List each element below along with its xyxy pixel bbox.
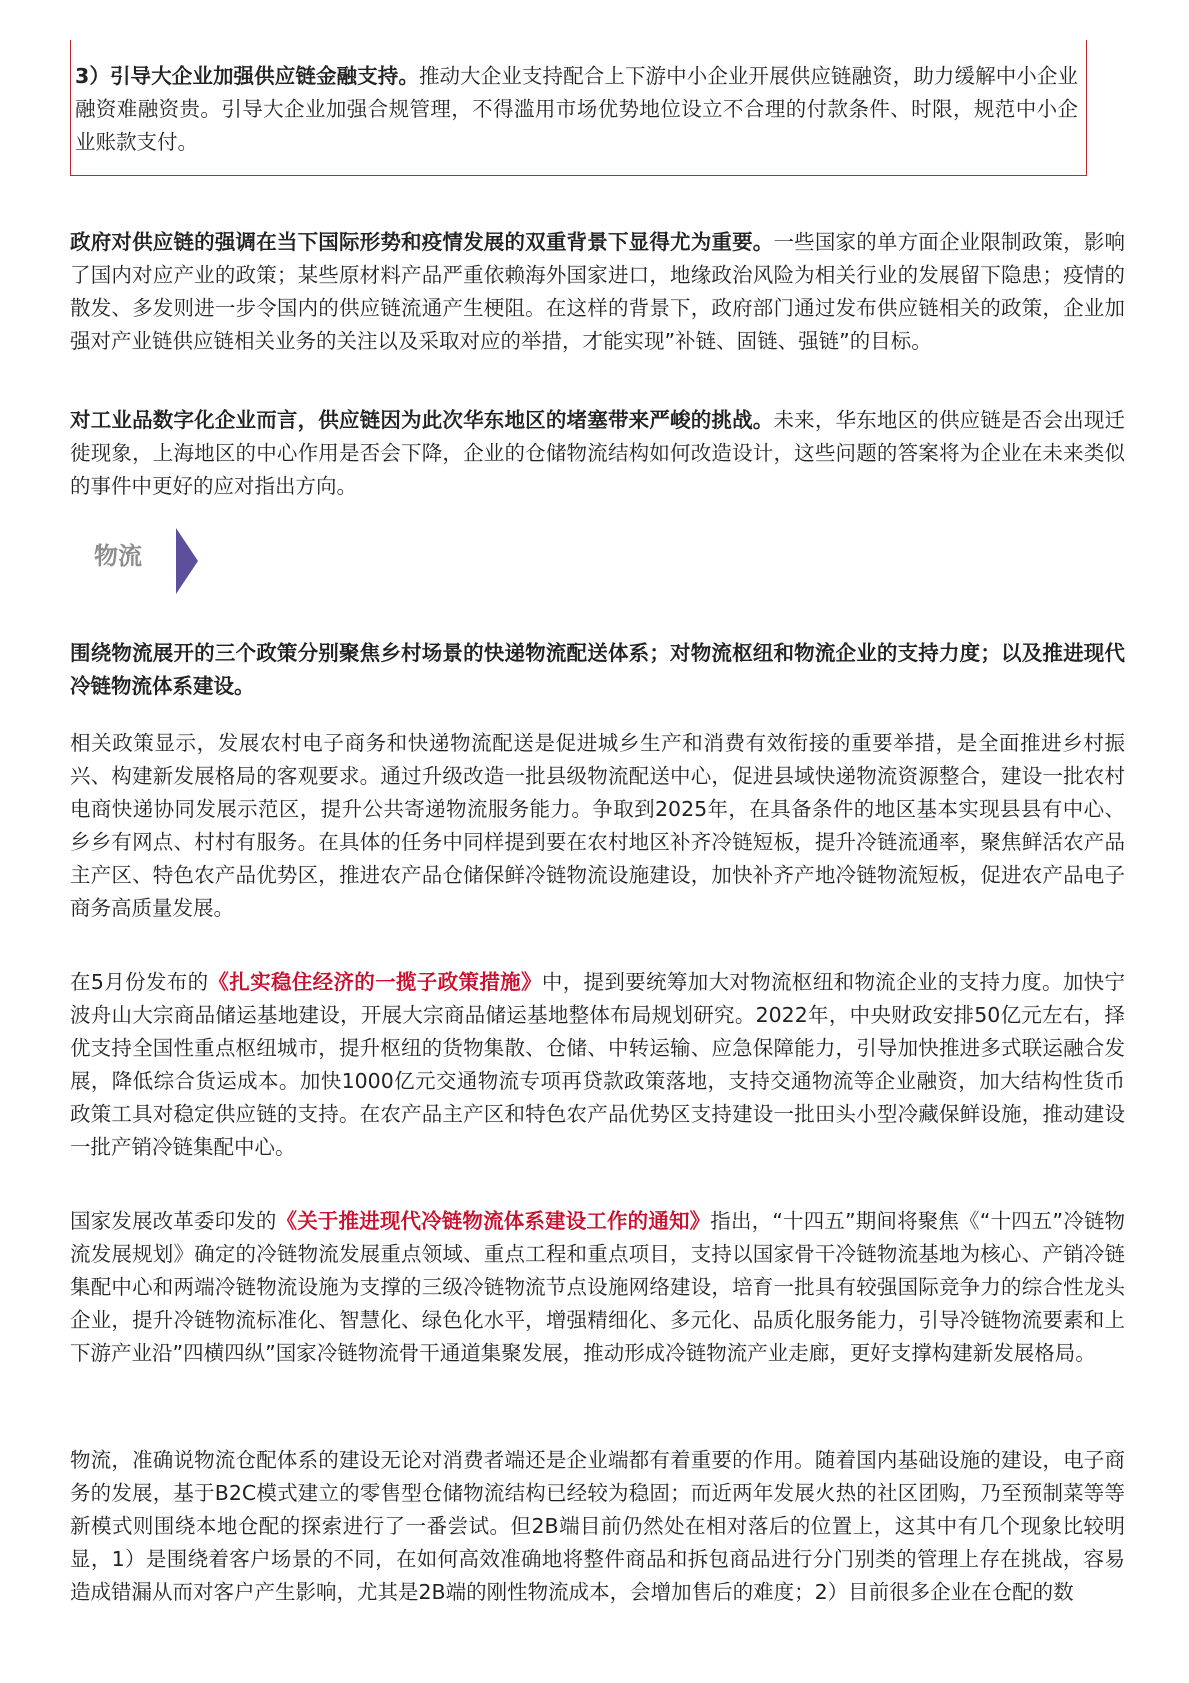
paragraph-body: 中，提到要统筹加大对物流枢纽和物流企业的支持力度。加快宁波舟山大宗商品储运基地建设，开展大宗商品储运基地整体布局规划研究。2022年，中央财政安排50亿元左右，择优支持全国性重点枢纽城市，提升枢纽的货物集散、仓储、中转运输、应急保障能力，引导加快推进多式联运融合发展，降低综合货运成本。加快1000亿元交通物流专项再贷款政策落地，支持交通物流等企业融资，加大结构性货币政策工具对稳定供应链的支持。在农产品主产区和特色农产品优势区支持建设一批田头小型冷藏保鲜设施，推动建设一批产销冷链集配中心。	[70, 970, 1126, 1159]
paragraph-lead: 对工业品数字化企业而言，供应链因为此次华东地区的堵塞带来严峻的挑战。	[70, 408, 774, 432]
callout-body: 推动大企业支持配合上下游中小企业开展供应链融资，助力缓解中小企业融资难融资贵。引导大企业加强合规管理，不得滥用市场优势地位设立不合理的付款条件、时限，规范中小企业账款支付。	[75, 64, 1079, 154]
paragraph-body: 指出，“十四五”期间将聚焦《“十四五”冷链物流发展规划》确定的冷链物流发展重点领域、重点工程和重点项目，支持以国家骨干冷链物流基地为核心、产销冷链集配中心和两端冷链物流设施为支撑的三级冷链物流节点设施网络建设，培育一批具有较强国际竞争力的综合性龙头企业，提升冷链物流标准化、智慧化、绿色化水平，增强精细化、多元化、品质化服务能力，引导冷链物流要素和上下游产业沿”四横四纵”国家冷链物流骨干通道集聚发展，推动形成冷链物流产业走廊，更好支撑构建新发展格局。	[70, 1209, 1126, 1365]
paragraph-logistics-warehousing	[70, 1444, 1125, 1609]
paragraph-body: 相关政策显示，发展农村电子商务和快递物流配送是促进城乡生产和消费有效衔接的重要举措，是全面推进乡村振兴、构建新发展格局的客观要求。通过升级改造一批县级物流配送中心，促进县域快递物流资源整合，建设一批农村电商快递协同发展示范区，提升公共寄递物流服务能力。争取到2025年，在具备条件的地区基本实现县县有中心、乡乡有网点、村村有服务。在具体的任务中同样提到要在农村地区补齐冷链短板，提升冷链流通率，聚焦鲜活农产品主产区、特色农产品优势区，推进农产品仓储保鲜冷链物流设施建设，加快补齐产地冷链物流短板，促进农产品电子商务高质量发展。	[70, 731, 1125, 920]
paragraph-prefix: 在5月份发布的	[70, 970, 209, 994]
policy-link[interactable]: 《扎实稳住经济的一揽子政策措施》	[208, 970, 542, 994]
paragraph-bold-summary: 围绕物流展开的三个政策分别聚焦乡村场景的快递物流配送体系；对物流枢纽和物流企业的支持力度；以及推进现代冷链物流体系建设。	[70, 641, 1125, 698]
section-title: 物流	[94, 542, 142, 570]
notice-link[interactable]: 《关于推进现代冷链物流体系建设工作的通知》	[276, 1209, 711, 1233]
section-header-logistics	[94, 528, 234, 588]
callout-box	[70, 40, 1087, 176]
callout-text	[75, 60, 1078, 159]
paragraph-prefix: 国家发展改革委印发的	[70, 1209, 277, 1233]
paragraph-government-supply-chain	[70, 226, 1125, 358]
paragraph-cold-chain	[70, 1205, 1125, 1370]
paragraph-rural-ecommerce	[70, 727, 1125, 925]
paragraph-may-policy	[70, 966, 1125, 1164]
paragraph-body: 一些国家的单方面企业限制政策，影响了国内对应产业的政策；某些原材料产品严重依赖海外国家进口，地缘政治风险为相关行业的发展留下隐患；疫情的散发、多发则进一步令国内的供应链流通产生梗阻。在这样的背景下，政府部门通过发布供应链相关的政策，企业加强对产业链供应链相关业务的关注以及采取对应的举措，才能实现”补链、固链、强链”的目标。	[70, 230, 1126, 353]
paragraph-body: 未来，华东地区的供应链是否会出现迁徙现象，上海地区的中心作用是否会下降，企业的仓储物流结构如何改造设计，这些问题的答案将为企业在未来类似的事件中更好的应对指出方向。	[70, 408, 1126, 498]
chevron-right-icon	[176, 528, 198, 594]
paragraph-body: 物流，准确说物流仓配体系的建设无论对消费者端还是企业端都有着重要的作用。随着国内基础设施的建设，电子商务的发展，基于B2C模式建立的零售型仓储物流结构已经较为稳固；而近两年发展火热的社区团购，乃至预制菜等等新模式则围绕本地仓配的探索进行了一番尝试。但2B端目前仍然处在相对落后的位置上，这其中有几个现象比较明显，1）是围绕着客户场景的不同，在如何高效准确地将整件商品和拆包商品进行分门别类的管理上存在挑战，容易造成错漏从而对客户产生影响，尤其是2B端的刚性物流成本，会增加售后的难度；2）目前很多企业在仓配的数	[70, 1448, 1125, 1604]
paragraph-lead: 政府对供应链的强调在当下国际形势和疫情发展的双重背景下显得尤为重要。	[70, 230, 774, 254]
paragraph-three-policies	[70, 637, 1125, 703]
callout-lead: 3）引导大企业加强供应链金融支持。	[75, 64, 419, 88]
paragraph-industrial-digital	[70, 404, 1125, 503]
